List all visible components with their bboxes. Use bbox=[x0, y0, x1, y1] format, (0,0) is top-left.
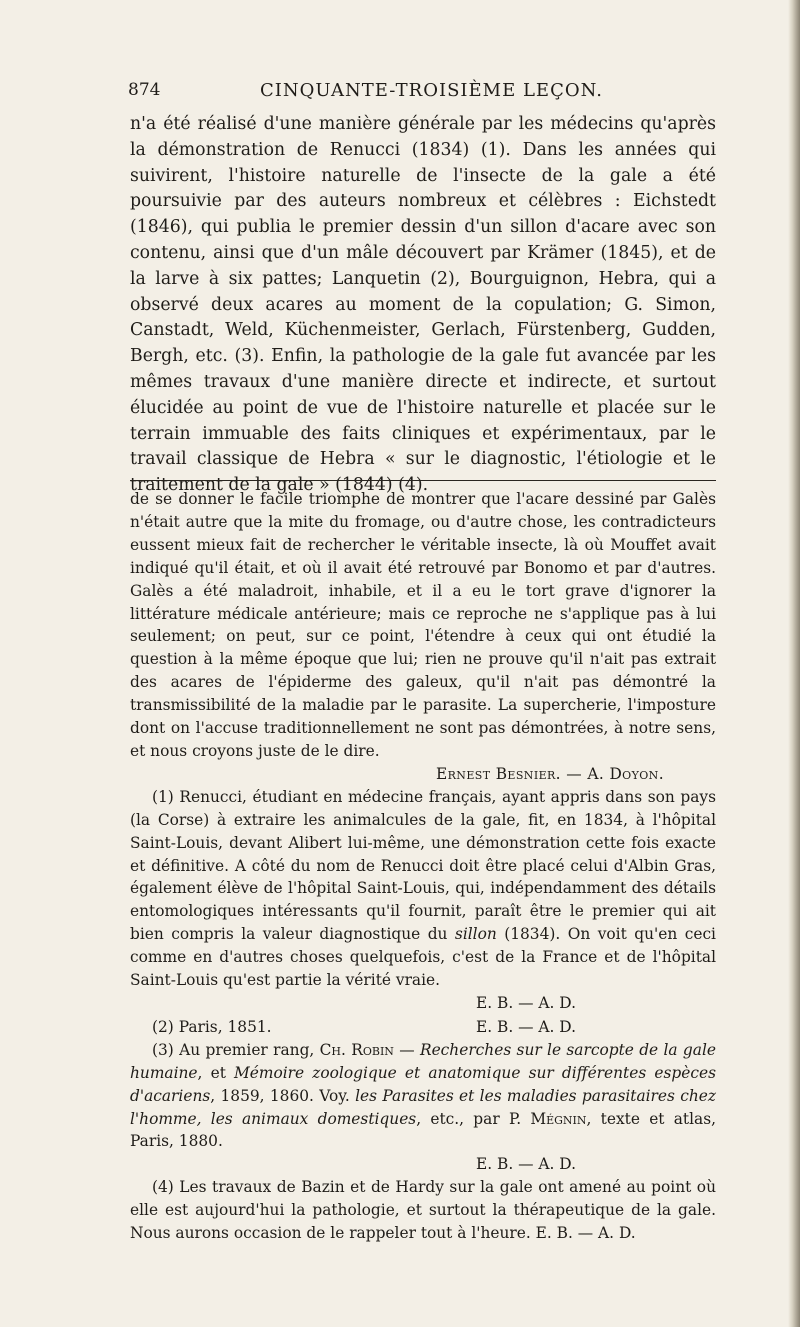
footnote-2-signature: E. B. — A. D. bbox=[476, 1017, 576, 1036]
footnote-1-signature: E. B. — A. D. bbox=[476, 993, 576, 1012]
body-paragraph: n'a été réalisé d'une manière générale par les médecins qu'après la démonstration de Renucci (1834) (1). Dans les années qui suivirent, l'histoire naturelle de l'insecte de la gale a été poursuivie par des auteurs nombreux et célèbres : Eichstedt (1846), qui publia le premier dessin d'un sillon d'acare avec son contenu, ainsi que d'un mâle découvert par Krämer (1845), et de la larve à six pattes; Lanquetin (2), Bourguignon, Hebra, qui a observé deux acares au moment de la copulation; G. Simon, Canstadt, Weld, Küchenmeister, Gerlach, Fürstenberg, Gudden, Bergh, etc. (3). Enfin, la pathologie de la gale fut avancée par les mêmes travaux d'une manière directe et indirecte, et surtout élucidée au point de vue de l'histoire naturelle et placée sur le terrain immuable des faits cliniques et expérimentaux, par le travail classique de Hebra « sur le diagnostic, l'étiologie et le traitement de la gale » (1844) (4). bbox=[130, 114, 716, 496]
footnotes bbox=[130, 488, 716, 1245]
footnote-1 bbox=[130, 786, 716, 992]
footnote-1-text-a: (1) Renucci, étudiant en médecine français, ayant appris dans son pays (la Corse) à extraire les animalcules de la gale, fit, en 1834, à l'hôpital Saint-Louis, devant Alibert lui-même, une démonstration cette fois exacte et définitive. A côté du nom de Renucci doit être placé celui d'Albin Gras, également élève de l'hôpital Saint-Louis, qui, indépendamment des détails entomologiques intéressants qu'il fournit, paraît être le premier qui ait bien compris la valeur diagnostique du bbox=[130, 787, 716, 944]
footnote-continuation-signature: Ernest Besnier. — A. Doyon. bbox=[435, 764, 664, 783]
footnote-3-author: Ch. Robin bbox=[319, 1040, 394, 1059]
footnote-3-b: — bbox=[393, 1040, 420, 1059]
footnote-2-text: (2) Paris, 1851. bbox=[152, 1017, 272, 1036]
footnote-4: (4) Les travaux de Bazin et de Hardy sur la gale ont amené au point où elle est aujourd'hui la pathologie, et surtout la thérapeutique de la gale. Nous aurons occasion de le rappeler tout à l'heure. E. B. — A. D. bbox=[130, 1178, 716, 1243]
footnote-3-title: Recherches sur le sarcopte de la gale humaine bbox=[130, 1040, 716, 1082]
footnote-3-e: , etc., par P. bbox=[416, 1109, 531, 1128]
footnote-continuation: de se donner le facile triomphe de montrer que l'acare dessiné par Galès n'était autre que la mite du fromage, ou d'autre chose, les contradicteurs eussent mieux fait de rechercher le véritable insecte, là où Mouffet avait indiqué qu'il était, et où il avait été retrouvé par Bonomo et par d'autres. Galès a été maladroit, inhabile, et il a eu le tort grave d'ignorer la littérature médicale antérieure; mais ce reproche ne s'applique pas à lui seulement; on peut, sur ce point, l'étendre à ceux qui ont étudié la question à la même époque que lui; rien ne prouve qu'il n'ait pas extrait des acares de l'épiderme des galeux, qu'il n'ait pas démontré la transmissibilité de la maladie par le parasite. La supercherie, l'imposture dont on l'accuse traditionnellement ne sont pas démontrées, à notre sens, et nous croyons juste de le dire. bbox=[130, 490, 716, 760]
footnote-3-a: (3) Au premier rang, bbox=[152, 1040, 320, 1059]
footnote-1-italic: sillon bbox=[454, 925, 497, 944]
footnote-3-title2: Mémoire zoologique et anatomique sur différentes espèces d'acariens bbox=[130, 1063, 716, 1105]
footnote-2 bbox=[130, 1015, 716, 1039]
footnote-separator bbox=[130, 480, 716, 481]
footnote-3-c: , et bbox=[197, 1063, 235, 1082]
footnote-3-title3: les Parasites et les maladies parasitaires chez l'homme, les animaux domestiques bbox=[130, 1086, 716, 1128]
page-number: 874 bbox=[128, 80, 161, 100]
main-text bbox=[130, 112, 716, 499]
footnote-3-signature: E. B. — A. D. bbox=[476, 1155, 576, 1174]
footnote-3-f: , texte et atlas, Paris, 1880. bbox=[130, 1109, 716, 1151]
footnote-3-d: , 1859, 1860. Voy. bbox=[210, 1086, 356, 1105]
page-header bbox=[128, 80, 708, 108]
footnote-3-author2: Mégnin bbox=[530, 1109, 587, 1128]
footnote-3 bbox=[130, 1039, 716, 1154]
footnote-1-text-b: (1834). On voit qu'en ceci comme en d'autres choses quelquefois, c'est de la France et de l'hôpital Saint-Louis qu'est partie la vérité vraie. bbox=[130, 925, 716, 990]
running-title: CINQUANTE-TROISIÈME LEÇON. bbox=[260, 80, 603, 101]
